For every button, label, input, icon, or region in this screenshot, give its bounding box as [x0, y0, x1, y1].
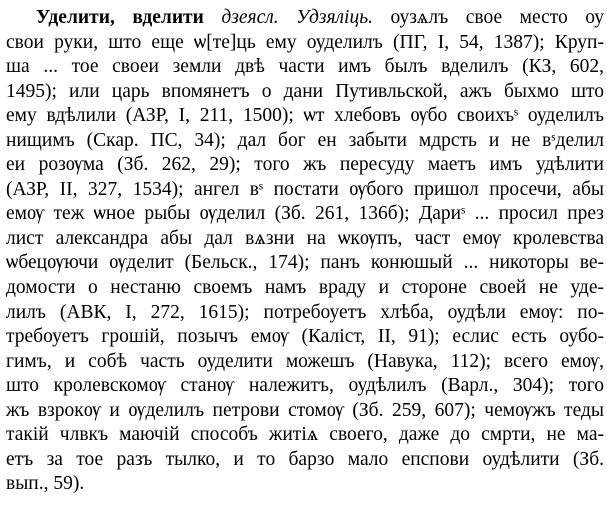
- entry-line: [6, 301, 604, 326]
- entry-text: лист александра абы дал вѧзни на ѡкѹпъ, част емѹ кролевства: [6, 227, 604, 249]
- entry-text: [204, 7, 222, 28]
- entry-text: што кролевскомѹ станѹ належитъ, оудѣлилъ (Варл., 304); того: [6, 375, 604, 397]
- entry-line: [6, 399, 604, 424]
- entry-line: [6, 178, 604, 203]
- entry-line: [6, 80, 604, 105]
- entry-text: лилъ (АВК, I, 272, 1615); потребоуетъ хлѣба, оудѣли емѹ: по-: [6, 301, 604, 323]
- entry-line: [6, 153, 604, 178]
- entry-text: емѹ теж ѡное рыбы ѹделил (Зб. 261, 136б); Дариˢ ... просил през: [6, 203, 604, 225]
- entry-line: [6, 251, 604, 276]
- entry-line: [6, 276, 604, 301]
- entry-line: [6, 31, 604, 56]
- entry-text: жъ взрокѹ и ѹделилъ петрови стомѹ (Зб. 259, 607); чемѹжъ теды: [6, 399, 604, 421]
- entry-text: свои руки, што еще ѡ[те]ць ему оуделилъ (ПГ, I, 54, 1387); Круп-: [6, 31, 604, 53]
- entry-text: требоуетъ грошій, позычъ емѹ (Каліст, II, 91); еслис есть оубо-: [6, 326, 604, 348]
- entry-line: [6, 129, 604, 154]
- entry-line: [6, 350, 604, 375]
- entry-line: [6, 6, 604, 31]
- entry-text: ша ... тое своеи земли двѣ части имъ былъ вделилъ (КЗ, 602,: [6, 56, 604, 78]
- entry-text: вып., 59).: [6, 473, 85, 495]
- entry-text: 1495); или царь впомянетъ о дани Путивльской, ажъ быхмо што: [6, 80, 604, 102]
- entry-line: [6, 374, 604, 399]
- entry-text: нищимъ (Скар. ПС, 34); дал бог ен забыти мдрсть и не вˢделил: [6, 129, 604, 151]
- entry-text: еи розѹма (Зб. 262, 29); того жъ пересуду маетъ имъ удѣлити: [6, 154, 604, 176]
- headword: Уделити, вделити: [36, 7, 204, 28]
- entry-line: [6, 448, 604, 473]
- entry-text: ему вдѣлили (АЗР, I, 211, 1500); ѡт хлебовъ ѹбо своихъˢ оуделилъ: [6, 105, 604, 127]
- entry-line: [6, 202, 604, 227]
- entry-line: [6, 325, 604, 350]
- entry-text: гимъ, и собѣ часть оуделити можешъ (Навука, 112); всего емѹ,: [6, 350, 604, 372]
- entry-line: [6, 55, 604, 80]
- entry-line: [6, 227, 604, 252]
- entry-text: такій члвкъ маючій способъ житіѧ своего, даже до смрти, не ма-: [6, 424, 604, 446]
- entry-text: (АЗР, II, 327, 1534); ангел вˢ постати ѹбого пришол просечи, абы: [6, 178, 604, 200]
- entry-text: оузѧлъ свое место оу: [372, 7, 605, 28]
- dictionary-entry: [6, 6, 604, 497]
- entry-line: [6, 423, 604, 448]
- entry-line: [6, 104, 604, 129]
- entry-text: домости о нестаню своемъ намъ враду и стороне своей не уде-: [6, 277, 604, 299]
- entry-text: етъ за тое разъ тылко, и то барзо мало епспови оудѣлити (Зб.: [6, 448, 604, 470]
- grammar-note: дзеясл. Удзяліць.: [221, 7, 373, 28]
- entry-line: [6, 472, 604, 497]
- entry-text: ѡбецѹючи ѹделит (Бельск., 174); панъ конюшый ... никоторы ве-: [6, 252, 604, 274]
